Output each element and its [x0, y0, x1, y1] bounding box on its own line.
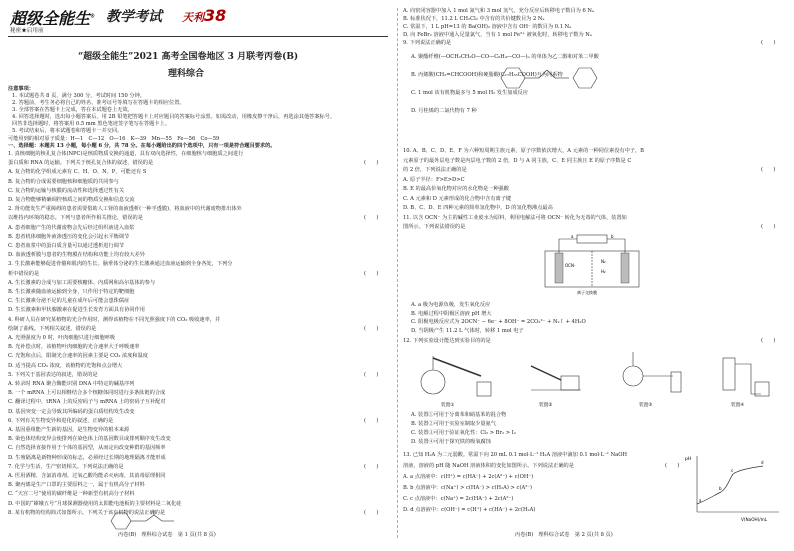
- q12-stem: 12. 下列实验设计能达到实验目的的是: [403, 338, 491, 344]
- question-line: 2. 肾功能发生严重障碍的患者需要借助人工肾的血液透析(一种半透膜)，将血液中的代谢废物排出体外: [8, 206, 242, 213]
- exam-title: “超级全能生”2021 高考全国卷地区 3 月联考丙卷(B): [78, 52, 299, 62]
- question-line: 1. 真核细胞的核孔复合体(NPC)是核质物质交换的通道，具有双向选择性，在细胞核与细胞质之间进行: [8, 151, 244, 157]
- answer-bracket: ( ): [364, 270, 379, 277]
- option-line: B. 装置②可用于实验室制取少量氨气: [411, 421, 496, 427]
- note-item: 5. 考试结束后，将本试题卷和答题卡一并交回。: [12, 128, 123, 134]
- question-line: C. 翻译过程中，tRNA 上的反密码子与 mRNA 上的密码子互补配对: [8, 399, 166, 406]
- question-line: D. 生殖隔离是新物种形成的标志，必须经过长期的地理隔离才能形成: [8, 454, 166, 461]
- answer-bracket: ( ): [364, 509, 379, 516]
- right-page: [397, 0, 794, 551]
- titration-curve: [697, 466, 763, 504]
- question-line: 11. 以含 OCN⁻ 为主的碱性工业废水为原料，利用电解法可将 OCN⁻ 转化为无毒的气体，装置如: [403, 214, 627, 221]
- question-line: B. b 点溶液中：c(Na⁺) > c(HA⁻) > c(H₂A) > c(A²⁻): [403, 485, 533, 491]
- question-line: A. 转录时 RNA 聚合酶能识别 DNA 中特定的碱基序列: [8, 381, 135, 387]
- note-item: 2. 答题前，考生务必将自己的姓名、准考证号等填写在答题卡的相应位置。: [12, 100, 185, 106]
- apparatus-2-label: 装置②: [539, 403, 553, 408]
- q8-structure-figure: [96, 510, 256, 532]
- question-line: B. 光补偿点时，该植物叶肉细胞的光合速率大于呼吸速率: [8, 344, 140, 351]
- option-line: C. 阳极电极反应式为 2OCN⁻ − 6e⁻ + 8OH⁻ = 2CO₃²⁻ + N₂↑ + 4H₂O: [411, 319, 586, 325]
- option-line: A. 装置①可用于分离苯和硝基苯的混合物: [411, 412, 507, 418]
- question-line: A. 患者细胞产生的代谢废物会先后经过组织液进入血浆: [8, 224, 135, 231]
- question-line: D. 中国的“嫦娥五号”月球探测器使用的太阳能电池板的主要材料是二氧化硅: [8, 500, 182, 507]
- question-line: C. “天宫二号”使用的碳纤维是一种新型有机高分子材料: [8, 491, 135, 498]
- option-line: D. 月桂烯的二氯代物有 7 种: [411, 108, 477, 114]
- note-item: 1. 本试题卷共 8 页，满分 300 分，考试时间 150 分钟。: [12, 93, 145, 99]
- question-line: D. B、C、D、E 四种元素的简单氢化物中，D 的氢化物沸点最高: [403, 205, 553, 211]
- answer-bracket: ( ): [364, 160, 379, 167]
- question-line: A. 原子半径：F>E>D>C: [403, 176, 465, 183]
- question-line: 的 2 倍，下列说法正确的是: [403, 167, 467, 173]
- subject-logo: 教学考试: [106, 9, 162, 25]
- question-line: D. 适当提高 CO₂ 浓度，该植物的光饱和点会增大: [8, 362, 123, 369]
- question-line: D. 生长激素和甲状腺激素在促进生长发育方面具有协同作用: [8, 307, 145, 314]
- question-line: B. 标准状况下，11.2 L CH₂Cl₂ 中含有的共价键数目为 2 Nₐ: [403, 16, 545, 22]
- answer-bracket: ( ): [761, 167, 776, 173]
- apparatus-2: [531, 366, 581, 408]
- question-line: D. 复合物能够精确调控核质之间的物质交换和信息交流: [8, 197, 135, 203]
- label-membrane: 离子交换膜: [577, 290, 597, 295]
- question-line: 6. 下列有关生物变异和进化的叙述，正确的是: [8, 417, 114, 424]
- question-line: 7. 化学与生活、生产密切相关。下列说法正确的是: [8, 463, 124, 470]
- apparatus-4: [723, 358, 769, 408]
- question-line: B. 患者机体细胞外液渗透压的变化会引起水平衡调节: [8, 233, 130, 240]
- note-item: 3. 全部答案在答题卡上完成，答在本试题卷上无效。: [12, 107, 133, 113]
- question-line: 10. A、B、C、D、E、F 为六种短周期主族元素，原子序数依次增大，A 元素的一种同位素没有中子，B: [403, 148, 644, 154]
- option-line: B. 电解过程中阴极区溶液 pH 增大: [411, 310, 492, 317]
- exam-subtitle: 理科综合: [168, 69, 205, 79]
- question-line: B. 染色体结构变异会使排列在染色体上的基因数目或排列顺序发生改变: [8, 436, 171, 443]
- question-line: A. 复合物的化学组成元素有 C、H、O、N、P，可能还有 S: [8, 169, 147, 176]
- answer-bracket: ( ): [364, 325, 379, 332]
- q11-electrolysis-figure: [537, 233, 647, 297]
- answer-bracket: ( ): [364, 371, 379, 378]
- question-line: B. 生长激素随血液运输到全身，只作用于特定的靶细胞: [8, 289, 135, 295]
- atomic-masses: 可能用到的相对原子质量：H—1 C—12 O—16 K—39 Mn—55 Fe—56 Co—59: [8, 136, 220, 142]
- answer-bracket: ( ): [364, 215, 379, 222]
- question-line: D. d 点溶液中：c(OH⁻) = c(H⁺) + c(HA⁻) + 2c(H₂A): [403, 507, 536, 513]
- question-line: 以维持内环境的稳态。下列与患者所作相关推论，错误的是: [8, 215, 143, 222]
- brand-logo: 超级全能生®: [10, 9, 96, 28]
- y-label: pH: [685, 457, 692, 462]
- label-gas2: H₂: [601, 269, 606, 274]
- power-supply: [577, 235, 607, 243]
- option-line: A. 聚酯纤维(—OCH₂CH₂O—CO—C₆H₄—CO—)ₙ 的单体为乙二醇和对苯二甲酸: [411, 54, 599, 60]
- question-line: C. A 元素和 D 元素形成的化合物中含有离子键: [403, 195, 512, 202]
- answer-bracket: ( ): [665, 463, 680, 469]
- apparatus-4-label: 装置④: [731, 403, 745, 408]
- question-line: A. 医用酒精、含氯消毒剂、过氧乙酸均能杀灭病毒，其消毒原理相同: [8, 473, 166, 479]
- note-item: 回答非选择题时，将答案用 0.5 mm 黑色笔迹签字笔写在答题卡上。: [12, 121, 170, 127]
- label-gas1: N₂: [601, 259, 606, 264]
- notes-heading: 注意事项：: [8, 86, 34, 92]
- footer-left: 丙卷(B) 理科综合试卷 第 1 页(共 8 页): [118, 532, 216, 538]
- question-line: C. 生长激素分泌不足的儿童在成年后可能会患侏儒症: [8, 298, 130, 305]
- question-line: C. 复合物的运输与核膜的流动性和选择透过性有关: [8, 187, 125, 194]
- answer-bracket: ( ): [761, 224, 776, 230]
- question-line: 析中错误的是: [8, 270, 40, 277]
- question-line: 绘制了曲线。下列相关叙述，错误的是: [8, 325, 97, 332]
- option-line: D. 装置④可用于探究铁的吸氧腐蚀: [411, 439, 491, 445]
- question-line: B. 聚丙烯是生产口罩的主要原料之一，属于有机高分子材料: [8, 482, 145, 489]
- pt-c: c: [731, 468, 734, 473]
- question-line: C. 常温下，1 L pH=13 的 Ba(OH)₂ 溶液中含有 OH⁻ 的数目为 0.1 Nₐ: [403, 24, 572, 30]
- question-line: 4. 科研人员在研究某植物的光合作用时，测得该植物在不同光照强度下的 CO₂ 吸收速率，并: [8, 316, 221, 323]
- pt-a: a: [699, 498, 702, 503]
- answer-bracket: ( ): [364, 417, 379, 424]
- left-electrode: [555, 253, 563, 283]
- x-label: V(NaOH)/mL: [741, 517, 768, 522]
- pt-d: d: [761, 460, 764, 465]
- question-line: B. 复合物的合成需要细胞核和细胞质的共同参与: [8, 178, 119, 185]
- question-line: 13. 已知 H₂A 为二元弱酸。常温下向 20 mL 0.1 mol·L⁻¹ H₂A 溶液中滴加 0.1 mol·L⁻¹ NaOH: [403, 452, 628, 458]
- question-line: A. a 点溶液中：c(H⁺) = c(HA⁻) + 2c(A²⁻) + c(OH⁻): [403, 474, 534, 480]
- pt-b: b: [719, 486, 722, 491]
- apparatus-3: [623, 352, 681, 408]
- right-electrode: [621, 253, 629, 283]
- header-rule: [8, 36, 388, 37]
- footer-right: 丙卷(B) 理科综合试卷 第 2 页(共 8 页): [515, 532, 613, 538]
- question-line: C. c 点溶液中：c(Na⁺) = 2c(HA⁻) + 2c(A²⁻): [403, 496, 514, 502]
- question-line: A. 生长激素的合成与加工需要核糖体、内质网和高尔基体的参与: [8, 279, 156, 286]
- question-line: C. 光饱和点后，限制光合速率的因素主要是 CO₂ 浓度和温度: [8, 353, 148, 360]
- option-line: C. 装置③可用于验证氧化性：Cl₂ > Br₂ > I₂: [411, 430, 516, 436]
- question-line: A. 光照强度为 0 时，叶肉细胞只进行细胞呼吸: [8, 335, 116, 341]
- question-line: D. 基因突变一定会导致其所编码的蛋白质结构发生改变: [8, 408, 135, 415]
- question-line: D. 血液透析膜与患者的生物膜在结构和功能上均有较大差异: [8, 252, 145, 259]
- option-line: A. a 极为电源负极，发生氧化反应: [411, 302, 491, 308]
- q13-titration-chart: [683, 452, 783, 524]
- question-line: 蛋白质和 RNA 的运输。下列关于核孔复合体的叙述，错误的是: [8, 160, 154, 167]
- question-line: C. 自然选择直接作用于个体的基因型，从而定向改变种群的基因频率: [8, 445, 166, 452]
- question-line: 溶液，溶液的 pH 随 NaOH 溶液体积的变化如图所示。下列说法正确的是: [403, 463, 574, 469]
- secret-label: 秘密★启用前: [10, 28, 44, 34]
- section-heading: 一、选择题：本题共 13 小题，每小题 6 分，共 78 分。在每小题给出的四个选项中，只有一项是符合题目要求的。: [8, 143, 276, 149]
- option-line: B. 丙烯酸(CH₂=CHCOOH)和硬脂酸(C₁₇H₃₅COOH)互为同系物: [411, 72, 563, 78]
- answer-bracket: ( ): [364, 463, 379, 470]
- apparatus-1: [421, 356, 491, 408]
- question-line: 元素原子的最外层电子数是内层电子数的 2 倍，D 与 A 同主族，C、E 同主族且 E 的原子序数是 C: [403, 157, 632, 164]
- question-line: 3. 生长激素能够促进骨骼和肌肉的生长。脑垂体分泌的生长激素通过血液运输到全身各处，下列分: [8, 261, 233, 268]
- question-line: A. 向密闭容器中加入 1 mol 氮气和 3 mol 氢气，充分反应后转移电子数目为 6 Nₐ: [403, 8, 594, 14]
- q12-apparatus-figure: [411, 346, 781, 408]
- apparatus-3-label: 装置③: [639, 403, 653, 408]
- question-line: C. 患者血浆中的蛋白质含量可以通过透析进行调节: [8, 243, 125, 249]
- label-a: a: [571, 234, 574, 239]
- question-line: A. 基因重组能产生新的基因，是生物变异的根本来源: [8, 427, 130, 433]
- question-line: 8. 某有机物的结构简式如图所示。下列关于该有机物的说法正确的是: [8, 509, 166, 516]
- apparatus-1-label: 装置①: [441, 403, 455, 408]
- label-b: b: [611, 234, 614, 239]
- question-line: 9. 下列说法正确的是: [403, 40, 452, 46]
- question-line: B. E 的最高价氧化物对应的水化物是一种强酸: [403, 186, 509, 192]
- question-line: 图所示。下列说法错误的是: [403, 224, 466, 230]
- badge-logo: 天利38: [182, 6, 227, 25]
- question-line: B. 一个 mRNA 上可以相继结合多个核糖体同时进行多条肽链的合成: [8, 390, 166, 397]
- answer-bracket: ( ): [761, 338, 776, 344]
- answer-bracket: ( ): [761, 40, 776, 46]
- label-ion: OCN⁻: [565, 263, 577, 268]
- option-line: C. 1 mol 该有机物最多与 5 mol H₂ 发生加成反应: [411, 90, 529, 96]
- question-line: D. 向 FeBr₂ 溶液中通入足量氯气，当有 1 mol Fe²⁺ 被氧化时，转移电子数为 Nₐ: [403, 32, 592, 38]
- question-line: 5. 下列关于基因表达的叙述，错误的是: [8, 371, 98, 378]
- option-line: D. 当阴极产生 11.2 L 气体时，转移 1 mol 电子: [411, 327, 524, 334]
- note-item: 4. 回答选择题时，选出每小题答案后，用 2B 铅笔把答题卡上对应题目的答案标号涂黑。如需改动，用橡皮擦干净后，再选涂其他答案标号。: [12, 114, 336, 120]
